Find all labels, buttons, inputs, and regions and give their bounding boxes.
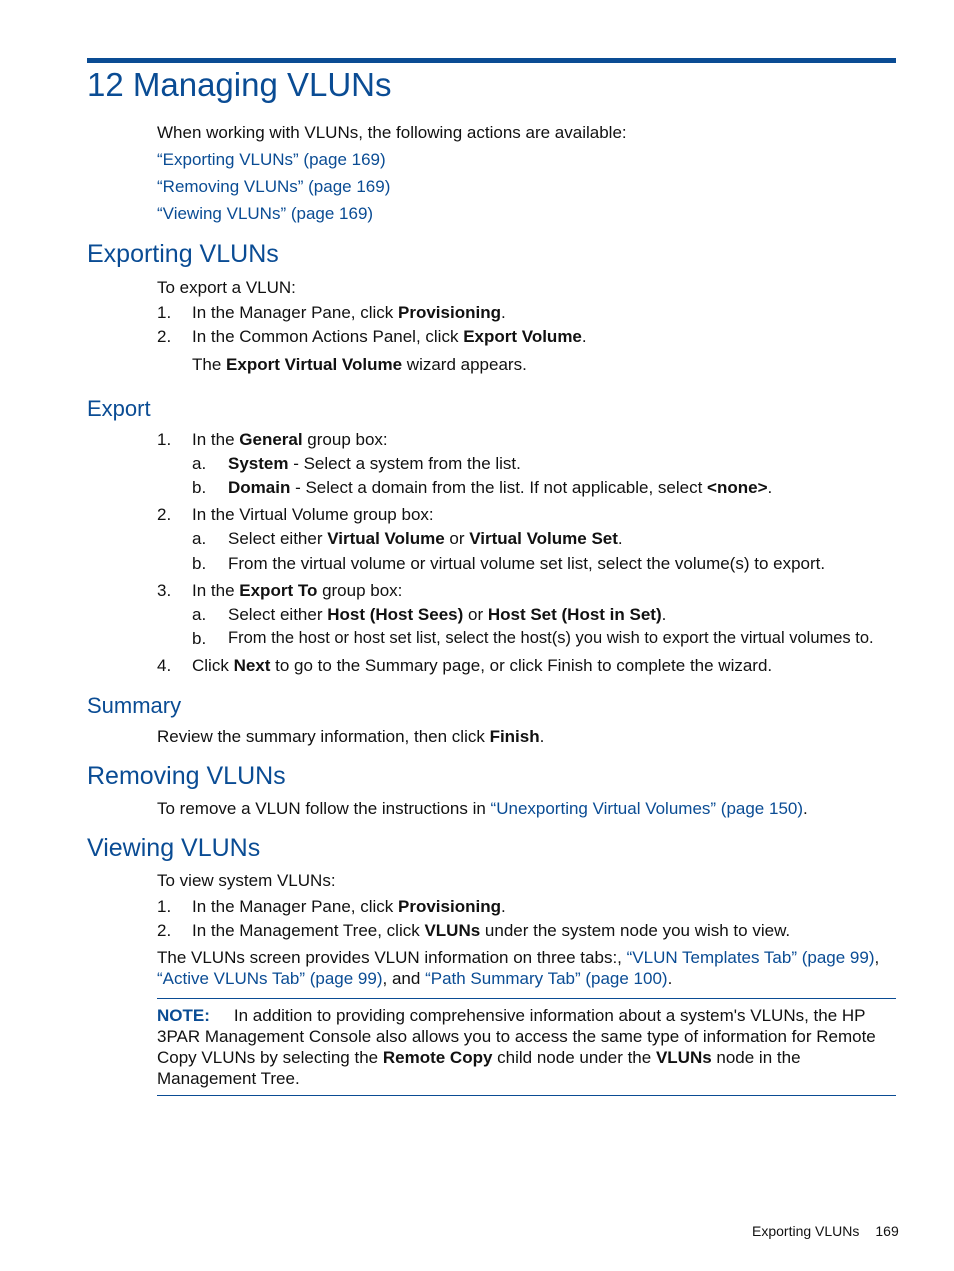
step-number: 2.: [157, 327, 172, 346]
export-step-2: In the Virtual Volume group box:: [192, 505, 434, 524]
exporting-result: The Export Virtual Volume wizard appears.: [192, 355, 527, 374]
substep-letter: b.: [192, 629, 207, 648]
exporting-step-1: In the Manager Pane, click Provisioning.: [192, 303, 506, 322]
subsection-heading-summary: Summary: [87, 693, 182, 718]
export-step-3a: Select either Host (Host Sees) or Host Set (Host in Set).: [228, 605, 667, 624]
step-number: 1.: [157, 430, 172, 449]
path-summary-tab-link[interactable]: “Path Summary Tab” (page 100): [425, 969, 668, 988]
summary-text: Review the summary information, then click Finish.: [157, 727, 545, 746]
note-label: NOTE:: [157, 1006, 210, 1025]
note-top-rule: [157, 998, 896, 999]
intro-text: When working with VLUNs, the following actions are available:: [157, 123, 627, 142]
export-step-4: Click Next to go to the Summary page, or click Finish to complete the wizard.: [192, 656, 773, 675]
toc-link-viewing[interactable]: “Viewing VLUNs” (page 169): [157, 204, 374, 223]
unexporting-link[interactable]: “Unexporting Virtual Volumes” (page 150): [490, 799, 804, 818]
viewing-tabs-line-1: The VLUNs screen provides VLUN information on three tabs:, “VLUN Templates Tab” (page 99),: [157, 948, 880, 967]
substep-letter: b.: [192, 478, 207, 497]
viewing-step-1: In the Manager Pane, click Provisioning.: [192, 897, 506, 916]
substep-letter: b.: [192, 554, 207, 573]
export-step-1: In the General group box:: [192, 430, 388, 449]
footer-section: Exporting VLUNs: [752, 1223, 860, 1239]
chapter-top-rule: [87, 58, 896, 63]
section-heading-removing: Removing VLUNs: [87, 762, 286, 790]
section-heading-exporting: Exporting VLUNs: [87, 240, 279, 268]
export-step-3b: From the host or host set list, select the host(s) you wish to export the virtual volumes to.: [228, 629, 874, 647]
page-number: 169: [875, 1223, 899, 1239]
viewing-tabs-line-2: “Active VLUNs Tab” (page 99), and “Path Summary Tab” (page 100).: [157, 969, 673, 988]
export-step-2a: Select either Virtual Volume or Virtual Volume Set.: [228, 529, 623, 548]
active-vluns-tab-link[interactable]: “Active VLUNs Tab” (page 99): [157, 969, 383, 988]
substep-letter: a.: [192, 454, 207, 473]
section-heading-viewing: Viewing VLUNs: [87, 834, 261, 862]
export-step-1a: System - Select a system from the list.: [228, 454, 521, 473]
page-footer: [752, 1223, 899, 1239]
removing-text: To remove a VLUN follow the instructions in “Unexporting Virtual Volumes” (page 150).: [157, 799, 808, 818]
step-number: 2.: [157, 921, 172, 940]
exporting-step-2: In the Common Actions Panel, click Export Volume.: [192, 327, 587, 346]
toc-link-removing[interactable]: “Removing VLUNs” (page 169): [157, 177, 391, 196]
chapter-title: 12 Managing VLUNs: [87, 66, 392, 103]
toc-link-exporting[interactable]: “Exporting VLUNs” (page 169): [157, 150, 386, 169]
viewing-step-2: In the Management Tree, click VLUNs under the system node you wish to view.: [192, 921, 791, 940]
export-step-2b: From the virtual volume or virtual volume set list, select the volume(s) to export.: [228, 554, 826, 573]
export-step-3: In the Export To group box:: [192, 581, 403, 600]
note-bottom-rule: [157, 1095, 896, 1096]
substep-letter: a.: [192, 529, 207, 548]
export-step-1b: Domain - Select a domain from the list. If not applicable, select <none>.: [228, 478, 773, 497]
step-number: 3.: [157, 581, 172, 600]
step-number: 2.: [157, 505, 172, 524]
viewing-lead: To view system VLUNs:: [157, 871, 336, 890]
subsection-heading-export: Export: [87, 396, 151, 421]
vlun-templates-tab-link[interactable]: “VLUN Templates Tab” (page 99): [626, 948, 875, 967]
substep-letter: a.: [192, 605, 207, 624]
exporting-lead: To export a VLUN:: [157, 278, 296, 297]
step-number: 1.: [157, 303, 172, 322]
step-number: 1.: [157, 897, 172, 916]
note-box: NOTE: In addition to providing comprehensive information about a system's VLUNs, the HP 3PAR Management Console also allows you to access the same type of information for Remote Copy VLUNs by selecting the Remote Copy child node under the VLUNs node in the Management Tree.: [157, 1006, 876, 1088]
step-number: 4.: [157, 656, 172, 675]
